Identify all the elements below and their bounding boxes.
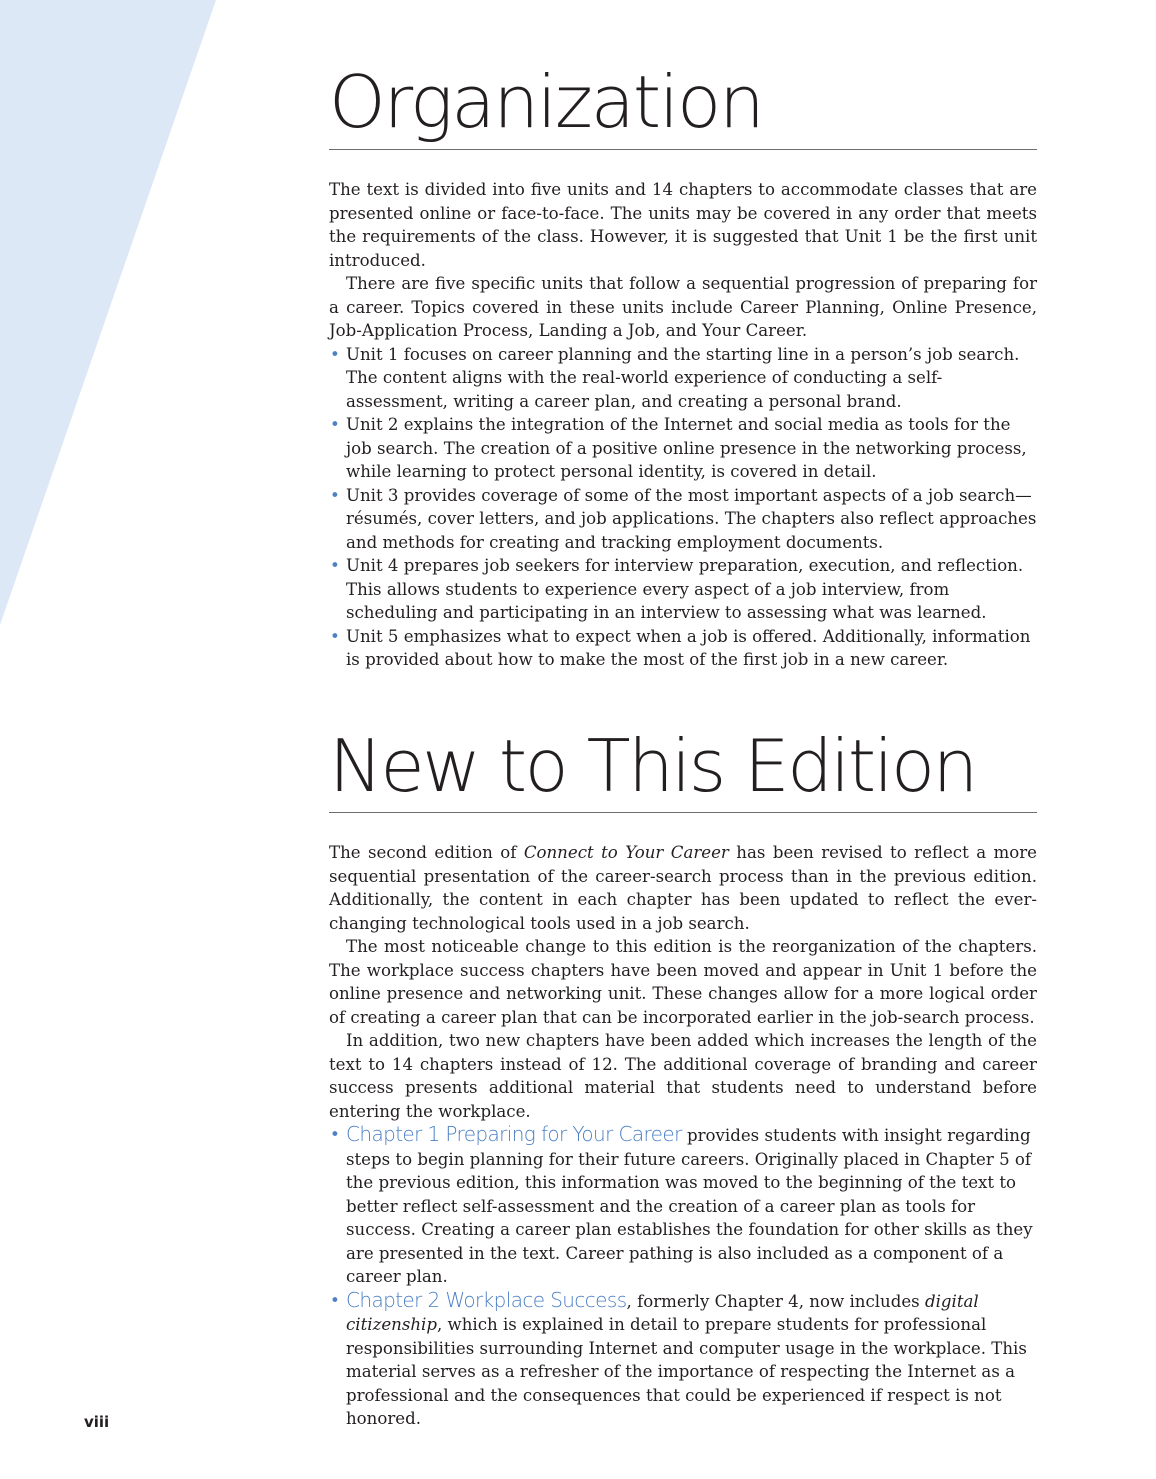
unit-list [329,343,1037,672]
list-item: • Unit 5 emphasizes what to expect when a job is offered. Additionally, information is provided about how to make the most of the first job in a new career. [330,626,1031,669]
organization-paragraph: The text is divided into five units and 14 chapters to accommodate classes that are presented online or face-to-face. The units may be covered in any order that meets the requirements of the class. However, it is suggested that Unit 1 be the first unit introduced. [329,180,1037,270]
list-item: • Unit 2 explains the integration of the Internet and social media as tools for the job search. The creation of a positive online presence in the networking process, while learning to protect personal identity, is covered in detail. [330,415,1027,481]
list-item: • Unit 4 prepares job seekers for interview preparation, execution, and reflection. This allows students to experience every aspect of a job interview, from scheduling and participating in an interview to assessing what was learned. [330,556,1024,622]
bullet-icon: • [330,415,340,434]
new-edition-paragraph: The second edition of Connect to Your Career has been revised to reflect a more sequential presentation of the career-search process than in the previous edition. Additionally, the content in each chapter has been updated to reflect the ever-changing technological tools used in a job search. [329,843,1038,933]
new-edition-title: New to This Edition [329,724,976,808]
book-title: Connect to Your Career [523,843,729,862]
bullet-icon: • [330,1125,340,1144]
chapter-2-heading: Chapter 2 Workplace Success [346,1287,627,1312]
term: digital citizenship [346,1291,979,1334]
title-rule [329,149,1037,150]
chapter-1-heading: Chapter 1 Preparing for Your Career [346,1122,682,1146]
bullet-icon: • [330,1290,340,1310]
bullet-icon: • [330,485,340,505]
list-item: • Unit 1 focuses on career planning and the starting line in a person’s job search. The content aligns with the real-world experience of conducting a self-assessment, writing a career plan, and creating a personal brand. [330,344,1020,411]
bullet-icon: • [330,556,340,575]
decorative-band [0,0,220,640]
chapter-list [329,1123,1037,1431]
new-edition-paragraph: In addition, two new chapters have been added which increases the length of the text to 14 chapters instead of 12. The additional coverage of branding and career success presents additional material that students need to understand before entering the workplace. [329,1031,1037,1121]
bullet-icon: • [330,626,340,646]
list-item: • Chapter 1 Preparing for Your Career provides students with insight regarding steps to begin planning for their future careers. Originally placed in Chapter 5 of the previous edition, this information was moved to the beginning of the text to better reflect self-assessment and the creation of a career plan as tools for success. Creating a career plan establishes the foundation for other skills as they are presented in the text. Career pathing is also included as a component of a career plan. [330,1122,1033,1286]
organization-paragraph: There are five specific units that follow a sequential progression of preparing for a career. Topics covered in these units include Career Planning, Online Presence, Job-Application Process, Landing a Job, and Your Career. [329,274,1037,340]
list-item: • Unit 3 provides coverage of some of the most important aspects of a job search—résumés, cover letters, and job applications. The chapters also reflect approaches and methods for creating and tracking employment documents. [330,485,1037,552]
page-number: viii [84,1413,110,1431]
bullet-icon: • [330,344,340,364]
organization-title: Organization [329,60,763,144]
list-item: • Chapter 2 Workplace Success, formerly Chapter 4, now includes digital citizenship, which is explained in detail to prepare students for professional responsibilities surrounding Internet and computer usage in the workplace. This material serves as a refresher of the importance of respecting the Internet as a professional and the consequences that could be experienced if respect is not honored. [330,1287,1027,1428]
new-edition-paragraph: The most noticeable change to this edition is the reorganization of the chapters. The workplace success chapters have been moved and appear in Unit 1 before the online presence and networking unit. These changes allow for a more logical order of creating a career plan that can be incorporated earlier in the job-search process. [329,937,1037,1027]
organization-body [329,178,1037,672]
title-rule [329,812,1037,813]
new-edition-body [329,841,1037,1431]
